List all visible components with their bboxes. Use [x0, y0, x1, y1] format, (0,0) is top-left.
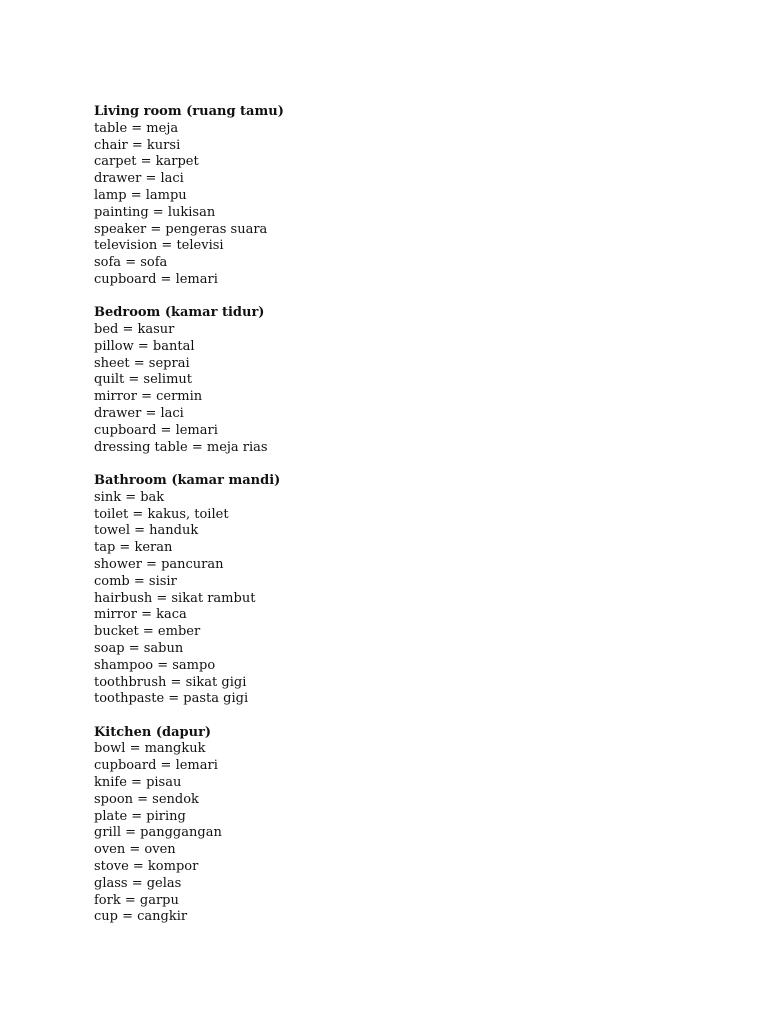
vocab-line: mirror = kaca: [94, 607, 187, 623]
section-heading: Living room (ruang tamu): [94, 104, 284, 119]
vocab-line: fork = garpu: [94, 892, 179, 908]
vocab-line: carpet = karpet: [94, 154, 199, 170]
vocab-line: table = meja: [94, 120, 179, 136]
vocab-line: sofa = sofa: [94, 255, 168, 271]
vocab-line: stove = kompor: [94, 858, 199, 874]
vocab-line: cupboard = lemari: [94, 422, 218, 438]
vocab-line: soap = sabun: [94, 640, 184, 656]
vocab-line: television = televisi: [94, 238, 224, 254]
section-living-room: [94, 104, 734, 289]
vocab-line: mirror = cermin: [94, 389, 203, 405]
vocab-line: shampoo = sampo: [94, 657, 216, 673]
vocab-line: drawer = laci: [94, 171, 184, 187]
section-bathroom: [94, 473, 734, 708]
vocab-line: quilt = selimut: [94, 372, 192, 388]
section-heading: Kitchen (dapur): [94, 724, 212, 740]
vocab-line: tap = keran: [94, 540, 173, 556]
vocab-line: cup = cangkir: [94, 909, 188, 925]
vocab-line: shower = pancuran: [94, 556, 224, 572]
vocab-line: bowl = mangkuk: [94, 741, 206, 757]
vocab-line: bucket = ember: [94, 624, 201, 640]
vocab-line: towel = handuk: [94, 523, 199, 539]
vocab-line: glass = gelas: [94, 875, 182, 891]
vocab-line: bed = kasur: [94, 322, 175, 338]
vocab-line: pillow = bantal: [94, 338, 195, 354]
vocab-line: dressing table = meja rias: [94, 439, 268, 455]
vocab-line: cupboard = lemari: [94, 271, 218, 287]
vocab-line: knife = pisau: [94, 774, 182, 790]
vocab-line: sink = bak: [94, 489, 165, 505]
vocab-line: sheet = seprai: [94, 355, 190, 371]
vocab-line: grill = panggangan: [94, 825, 222, 841]
vocab-line: oven = oven: [94, 842, 176, 858]
section-heading: Bathroom (kamar mandi): [94, 472, 281, 488]
vocab-line: cupboard = lemari: [94, 758, 218, 774]
vocab-line: comb = sisir: [94, 573, 177, 589]
vocab-line: lamp = lampu: [94, 187, 187, 203]
document-page: [94, 104, 734, 943]
vocab-line: speaker = pengeras suara: [94, 221, 268, 237]
section-kitchen: [94, 725, 734, 927]
vocab-line: toothbrush = sikat gigi: [94, 674, 247, 690]
section-bedroom: [94, 305, 734, 456]
vocab-line: plate = piring: [94, 808, 186, 824]
vocab-line: toothpaste = pasta gigi: [94, 691, 249, 707]
vocab-line: painting = lukisan: [94, 204, 216, 220]
vocab-line: toilet = kakus, toilet: [94, 506, 229, 522]
vocab-line: hairbush = sikat rambut: [94, 590, 256, 606]
vocab-line: drawer = laci: [94, 406, 184, 422]
vocab-line: chair = kursi: [94, 137, 181, 153]
section-heading: Bedroom (kamar tidur): [94, 305, 265, 321]
vocab-line: spoon = sendok: [94, 791, 199, 807]
